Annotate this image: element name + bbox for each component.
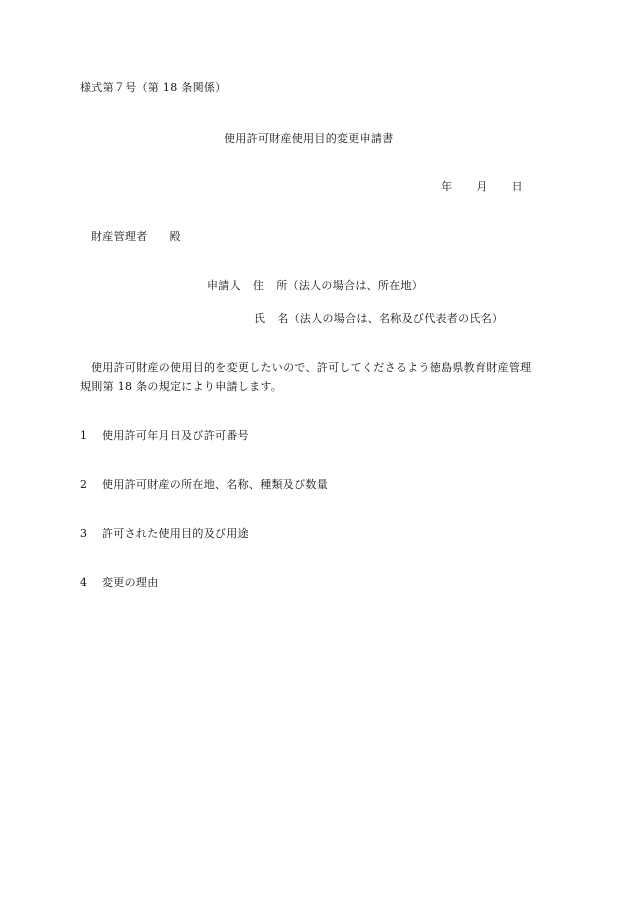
recipient-honorific: 殿: [169, 230, 181, 243]
item-number: 3: [80, 527, 88, 540]
item-text: 使用許可財産の所在地、名称、種類及び数量: [102, 478, 328, 491]
applicant-label: 申請人: [207, 279, 241, 292]
recipient-line: [91, 230, 181, 244]
applicant-address-line: [207, 279, 423, 293]
item-number: 1: [80, 429, 88, 442]
document-title: 使用許可財産使用目的変更申請書: [224, 132, 394, 145]
date-day-label: 日: [511, 180, 523, 193]
body-line-2: 規則第 18 条の規定により申請します。: [80, 380, 283, 393]
item-number: 2: [80, 478, 88, 491]
item-text: 使用許可年月日及び許可番号: [102, 429, 249, 442]
applicant-name-label: 氏: [254, 312, 266, 325]
application-body: [80, 358, 550, 396]
applicant-name-note: 名（法人の場合は、名称及び代表者の氏名）: [277, 312, 504, 325]
applicant-address-note: 所（法人の場合は、所在地）: [276, 279, 424, 292]
form-number: 様式第７号（第 18 条関係）: [80, 81, 227, 94]
date-month-label: 月: [476, 180, 488, 193]
item-text: 変更の理由: [102, 576, 159, 589]
body-line-1: 使用許可財産の使用目的を変更したいので、許可してくださるよう徳島県教育財産管理: [91, 361, 532, 374]
date-year-label: 年: [441, 180, 453, 193]
list-item: [80, 527, 249, 541]
list-item: [80, 429, 249, 443]
list-item: [80, 478, 328, 492]
date-line: [441, 180, 523, 194]
applicant-address-label: 住: [252, 279, 265, 292]
item-number: 4: [80, 576, 88, 589]
item-text: 許可された使用目的及び用途: [102, 527, 249, 540]
recipient-name: 財産管理者: [91, 230, 148, 243]
applicant-name-line: [254, 312, 503, 326]
list-item: [80, 576, 159, 590]
